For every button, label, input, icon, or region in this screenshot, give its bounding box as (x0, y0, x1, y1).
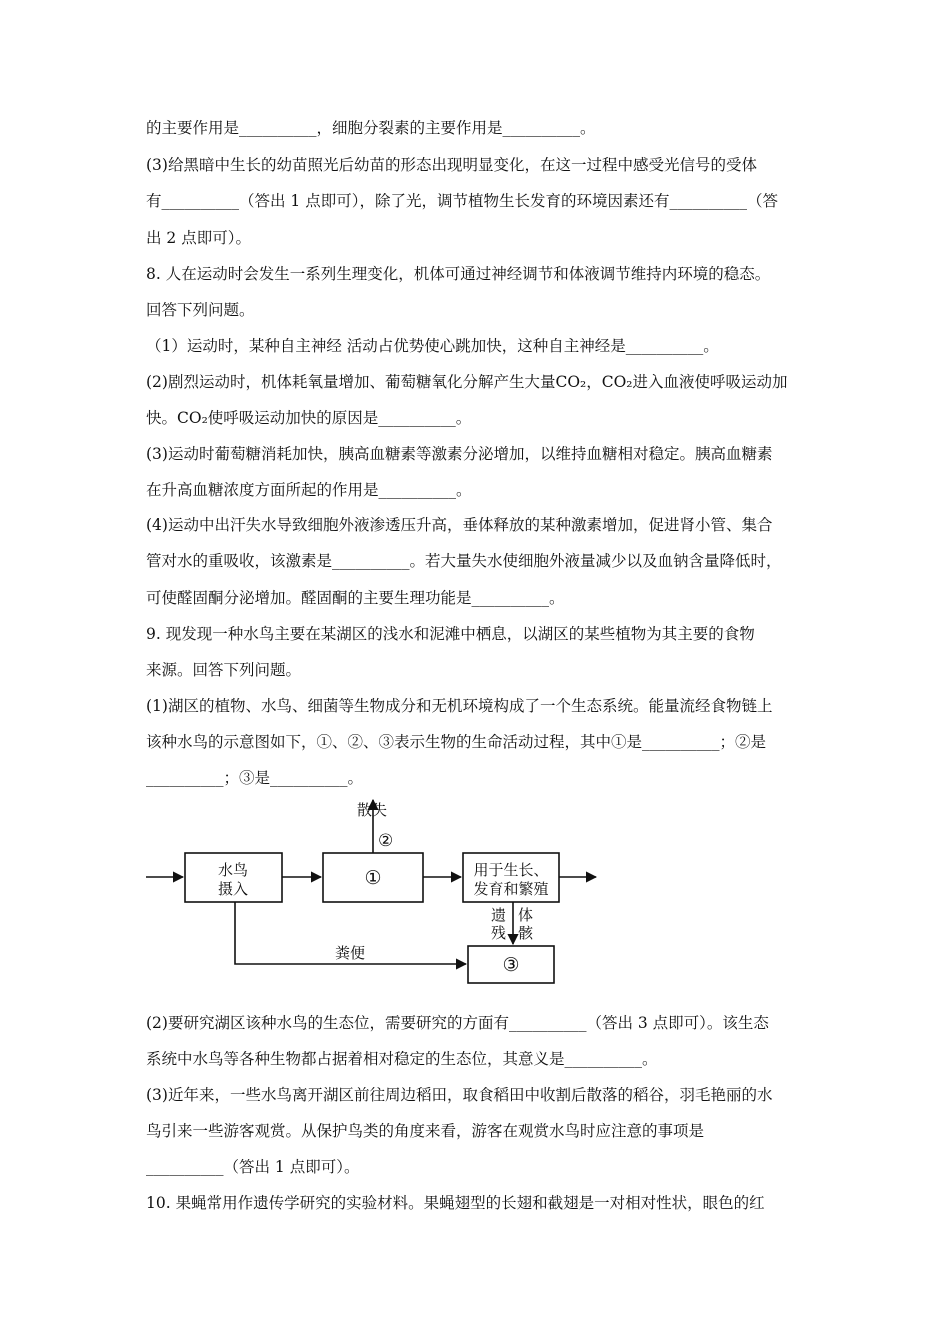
text-line: __________；③是__________。 (146, 769, 364, 787)
text-line: 回答下列问题。 (146, 301, 255, 319)
energy-flow-diagram (140, 796, 610, 992)
text-line: (3)近年来，一些水鸟离开湖区前往周边稻田，取食稻田中收割后散落的稻谷，羽毛艳丽的水 (146, 1086, 773, 1104)
box-intake-line2: 摄入 (217, 880, 249, 898)
question-10-heading: 10. 果蝇常用作遗传学研究的实验材料。果蝇翅型的长翅和截翅是一对相对性状，眼色的红 (146, 1194, 765, 1212)
label-remains-left-2: 残 (491, 924, 507, 942)
text-line: __________（答出 1 点即可）。 (146, 1158, 360, 1176)
text-line: 有__________（答出 1 点即可），除了光，调节植物生长发育的环境因素还有__________（答 (146, 192, 778, 210)
text-line: 在升高血糖浓度方面所起的作用是__________。 (146, 481, 472, 499)
text-line: (2)要研究湖区该种水鸟的生态位，需要研究的方面有__________（答出 3 点即可）。该生态 (146, 1014, 769, 1032)
box-intake-line1: 水鸟 (217, 861, 249, 879)
question-9-heading: 9. 现发现一种水鸟主要在某湖区的浅水和泥滩中栖息，以湖区的某些植物为其主要的食物 (146, 625, 755, 643)
text-line: (2)剧烈运动时，机体耗氧量增加、葡萄糖氧化分解产生大量CO₂，CO₂进入血液使呼吸运动加 (146, 373, 788, 391)
label-remains-right-1: 体 (518, 906, 534, 924)
text-line: 快。CO₂使呼吸运动加快的原因是__________。 (146, 409, 472, 427)
label-process-2: ② (378, 831, 394, 851)
text-line: 该种水鸟的示意图如下，①、②、③表示生物的生命活动过程，其中①是__________；②是 (146, 733, 767, 751)
label-remains-left-1: 遗 (491, 906, 507, 924)
box-process-3: ③ (502, 954, 520, 976)
text-line: 出 2 点即可）。 (146, 229, 251, 247)
text-line: 管对水的重吸收，该激素是__________。若大量失水使细胞外液量减少以及血钠含量降低时， (146, 552, 782, 570)
text-line: 鸟引来一些游客观赏。从保护鸟类的角度来看，游客在观赏水鸟时应注意的事项是 (146, 1122, 705, 1140)
box-growth-line2: 发育和繁殖 (473, 880, 549, 898)
text-line: 系统中水鸟等各种生物都占据着相对稳定的生态位，其意义是__________。 (146, 1050, 658, 1068)
label-remains-right-2: 骸 (518, 924, 534, 942)
label-feces: 粪便 (335, 944, 366, 962)
text-line: (1)湖区的植物、水鸟、细菌等生物成分和无机环境构成了一个生态系统。能量流经食物链上 (146, 697, 773, 715)
text-line: (4)运动中出汗失水导致细胞外液渗透压升高，垂体释放的某种激素增加，促进肾小管、集合 (146, 516, 773, 534)
text-line: 来源。回答下列问题。 (146, 661, 302, 679)
text-line: (3)运动时葡萄糖消耗加快，胰高血糖素等激素分泌增加，以维持血糖相对稳定。胰高血糖素 (146, 445, 773, 463)
text-line: （1）运动时，某种自主神经 活动占优势使心跳加快，这种自主神经是__________。 (146, 337, 719, 355)
text-line: (3)给黑暗中生长的幼苗照光后幼苗的形态出现明显变化，在这一过程中感受光信号的受体 (146, 156, 757, 174)
box-process-1: ① (364, 867, 382, 889)
box-growth-line1: 用于生长、 (473, 861, 549, 879)
question-8-heading: 8. 人在运动时会发生一系列生理变化，机体可通过神经调节和体液调节维持内环境的稳态。 (146, 265, 771, 283)
text-line: 可使醛固酮分泌增加。醛固酮的主要生理功能是__________。 (146, 589, 565, 607)
label-loss: 散失 (357, 801, 388, 819)
text-line: 的主要作用是__________，细胞分裂素的主要作用是__________。 (146, 119, 596, 137)
